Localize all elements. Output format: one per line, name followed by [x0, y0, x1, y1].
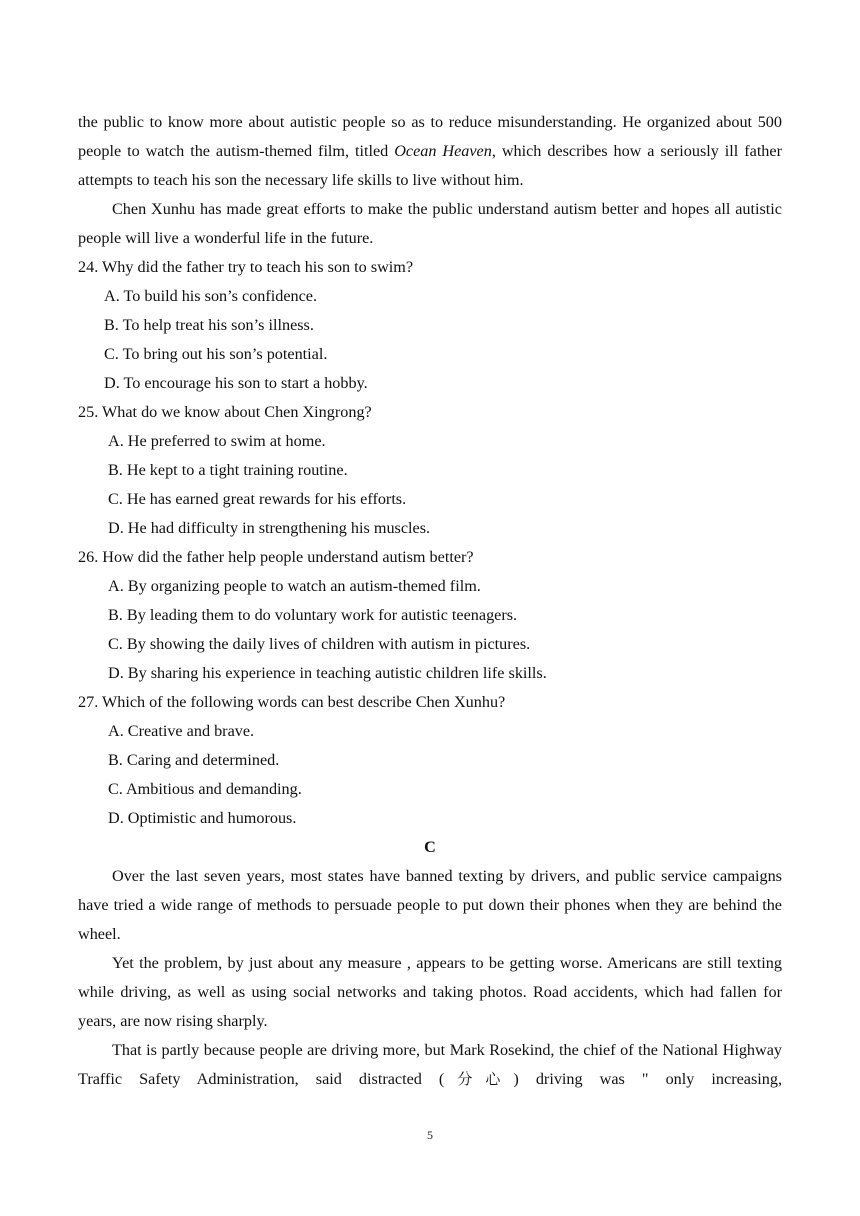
question-26-option-c: C. By showing the daily lives of children with autism in pictures. — [108, 635, 531, 653]
question-26-stem: 26. How did the father help people understand autism better? — [78, 548, 474, 566]
question-26-option-b: B. By leading them to do voluntary work for autistic teenagers. — [108, 606, 518, 624]
question-25-option-d: D. He had difficulty in strengthening his muscles. — [108, 519, 431, 537]
question-27-stem: 27. Which of the following words can best describe Chen Xunhu? — [78, 693, 506, 711]
question-27-option-a: A. Creative and brave. — [108, 722, 255, 740]
question-26-option-d: D. By sharing his experience in teaching autistic children life skills. — [108, 664, 547, 682]
question-24-stem: 24. Why did the father try to teach his son to swim? — [78, 258, 414, 276]
chinese-gloss: 分心 — [444, 1070, 514, 1088]
question-25-options — [78, 427, 782, 543]
section-c-paragraph-2: Yet the problem, by just about any measure , appears to be getting worse. Americans are still texting while driving, as well as using social networks and taking photos. Road accidents, which had fallen for years, are now rising sharply. — [78, 954, 782, 1030]
section-c-p3-text-after: ) driving was " only increasing, — [513, 1070, 782, 1088]
question-24-option-b: B. To help treat his son’s illness. — [104, 316, 314, 334]
question-24-options — [78, 282, 782, 398]
question-25-option-b: B. He kept to a tight training routine. — [108, 461, 348, 479]
section-c-heading: C — [424, 838, 436, 856]
passage-b-paragraph-2: Chen Xunhu has made great efforts to make the public understand autism better and hopes all autistic people will live a wonderful life in the future. — [78, 200, 782, 247]
question-25-stem: 25. What do we know about Chen Xingrong? — [78, 403, 372, 421]
section-c-paragraph-3 — [78, 1036, 782, 1094]
passage-b-p1-text-after: , which describes how a seriously ill father attempts to teach his son the necessary life skills to live without him. — [78, 142, 782, 189]
question-24-option-d: D. To encourage his son to start a hobby. — [104, 374, 368, 392]
passage-b-paragraph-1 — [78, 108, 782, 195]
exam-page-body — [78, 108, 782, 1094]
question-25-option-c: C. He has earned great rewards for his efforts. — [108, 490, 407, 508]
question-27-options — [78, 717, 782, 833]
question-27-option-c: C. Ambitious and demanding. — [108, 780, 302, 798]
section-c-p3-text-before: That is partly because people are driving more, but Mark Rosekind, the chief of the National Highway Traffic Safety Administration, said distracted ( — [78, 1041, 782, 1088]
question-24-option-c: C. To bring out his son’s potential. — [104, 345, 328, 363]
passage-b-p1-text-before: the public to know more about autistic people so as to reduce misunderstanding. He organized about 500 people to watch the autism-themed film, titled — [78, 113, 782, 160]
question-26-options — [78, 572, 782, 688]
question-24-option-a: A. To build his son’s confidence. — [104, 287, 318, 305]
question-27-option-b: B. Caring and determined. — [108, 751, 280, 769]
page-number: 5 — [427, 1128, 433, 1142]
film-title: Ocean Heaven — [394, 142, 492, 160]
question-25-option-a: A. He preferred to swim at home. — [108, 432, 326, 450]
section-c-paragraph-1: Over the last seven years, most states have banned texting by drivers, and public service campaigns have tried a wide range of methods to persuade people to put down their phones when they are behind the wheel. — [78, 867, 782, 943]
question-27-option-d: D. Optimistic and humorous. — [108, 809, 297, 827]
question-26-option-a: A. By organizing people to watch an autism-themed film. — [108, 577, 481, 595]
